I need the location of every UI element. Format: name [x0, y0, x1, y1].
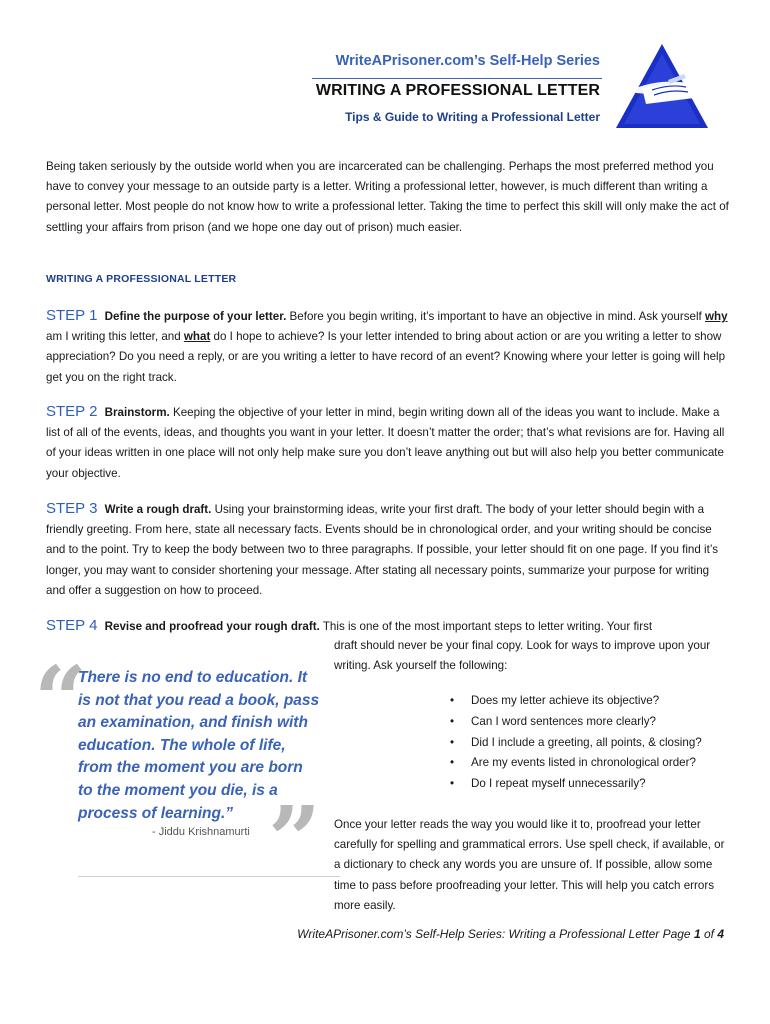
- step-3-label: STEP 3: [46, 500, 98, 517]
- quote-author: - Jiddu Krishnamurti: [152, 826, 250, 838]
- list-item: • Did I include a greeting, all points, & closing?: [450, 733, 702, 754]
- step-1-paragraph: [46, 306, 730, 388]
- list-item: • Do I repeat myself unnecessarily?: [450, 774, 702, 795]
- step-4-first-line: [46, 616, 730, 637]
- series-title: WriteAPrisoner.com’s Self-Help Series: [335, 53, 600, 69]
- step-4-text-first: This is one of the most important steps to letter writing. Your first: [319, 620, 653, 633]
- writeaprisoner-logo-icon: [612, 40, 712, 132]
- step-2-paragraph: [46, 402, 730, 484]
- step-1-text-b: am I writing this letter, and: [46, 330, 184, 344]
- footer-page-number: 1: [693, 927, 701, 941]
- close-quote-icon: ”: [268, 786, 321, 894]
- step-1-why: why: [705, 310, 728, 323]
- quote-divider: [78, 876, 340, 877]
- step-4-lead: Revise and proofread your rough draft.: [104, 620, 320, 633]
- step-1-label: STEP 1: [46, 307, 98, 324]
- closing-paragraph: Once your letter reads the way you would like it to, proofread your letter carefully for spelling and grammatical errors. Use spell check, if available, or a dictionary to check any words you are unsure of. If possible, allow some time to pass before proofreading your letter. This will help you catch errors more easily.: [334, 818, 725, 912]
- pull-quote: [34, 646, 324, 894]
- step-1-text-a: Before you begin writing, it’s important to have an objective in mind. Ask yourself: [286, 310, 705, 323]
- step-2-text: Keeping the objective of your letter in mind, begin writing down all of the ideas you want to include. Make a list of all of the events, ideas, and thoughts you want in your letter. It doesn’t matter the order; that’s what revisions are for. Having all of your ideas written in one place will not only help make sure you don’t leave anything out but will also help you better communicate your objective.: [46, 406, 725, 480]
- list-item: • Does my letter achieve its objective?: [450, 691, 702, 712]
- page-footer: [0, 927, 724, 941]
- section-heading: WRITING A PROFESSIONAL LETTER: [46, 273, 237, 285]
- step-3-paragraph: [46, 499, 730, 601]
- step-4-continuation: draft should never be your final copy. Look for ways to improve upon your writing. Ask yourself the following:: [334, 639, 711, 673]
- list-item: • Can I word sentences more clearly?: [450, 712, 702, 733]
- open-quote-icon: “: [34, 646, 87, 754]
- self-check-list: [450, 691, 702, 795]
- document-header: [0, 52, 600, 70]
- step-1-text-c: do I hope to achieve? Is your letter intended to bring about action or are you writing a letter to show appreciation? Do you need a reply, or are you writing a letter to have record of an event? Knowing where your letter is going will help get you on the right track.: [46, 330, 726, 384]
- quote-text: There is no end to education. It is not that you read a book, pass an examination, and finish with education. The whole of life, from the moment you are born to the moment you die, is a process of learning.”: [78, 669, 320, 822]
- step-2-label: STEP 2: [46, 403, 98, 420]
- page-subtitle: Tips & Guide to Writing a Professional Letter: [345, 110, 600, 124]
- step-1-lead: Define the purpose of your letter.: [104, 310, 287, 323]
- step-4-label: STEP 4: [46, 617, 98, 634]
- header-rule: [312, 78, 602, 79]
- intro-paragraph: Being taken seriously by the outside world when you are incarcerated can be challenging. Perhaps the most preferred method you have to convey your message to an outside party is a letter. Writing a professional letter, however, is much different than writing a personal letter. Most people do not know how to write a professional letter. Taking the time to perfect this skill will only make the act of settling your affairs from prison (and we hope one day out of prison) much easier.: [46, 160, 729, 234]
- list-item: • Are my events listed in chronological order?: [450, 753, 702, 774]
- footer-page-total: 4: [717, 927, 724, 941]
- step-3-text: Using your brainstorming ideas, write your first draft. The body of your letter should begin with a friendly greeting. From here, state all necessary facts. Events should be in chronological order, and your writing should be concise and to the point. Try to keep the body between two to three paragraphs. If possible, your letter should fit on one page. If you find it’s longer, you may want to consider shortening your message. After stating all necessary points, summarize your purpose for writing and offer a suggestion on how to proceed.: [46, 503, 719, 597]
- step-1-what: what: [183, 330, 211, 344]
- footer-of: of: [700, 927, 718, 941]
- step-2-lead: Brainstorm.: [104, 406, 170, 419]
- page-title: WRITING A PROFESSIONAL LETTER: [315, 82, 600, 99]
- step-3-lead: Write a rough draft.: [104, 503, 212, 516]
- footer-text: WriteAPrisoner.com’s Self-Help Series: Writing a Professional Letter Page: [297, 927, 694, 941]
